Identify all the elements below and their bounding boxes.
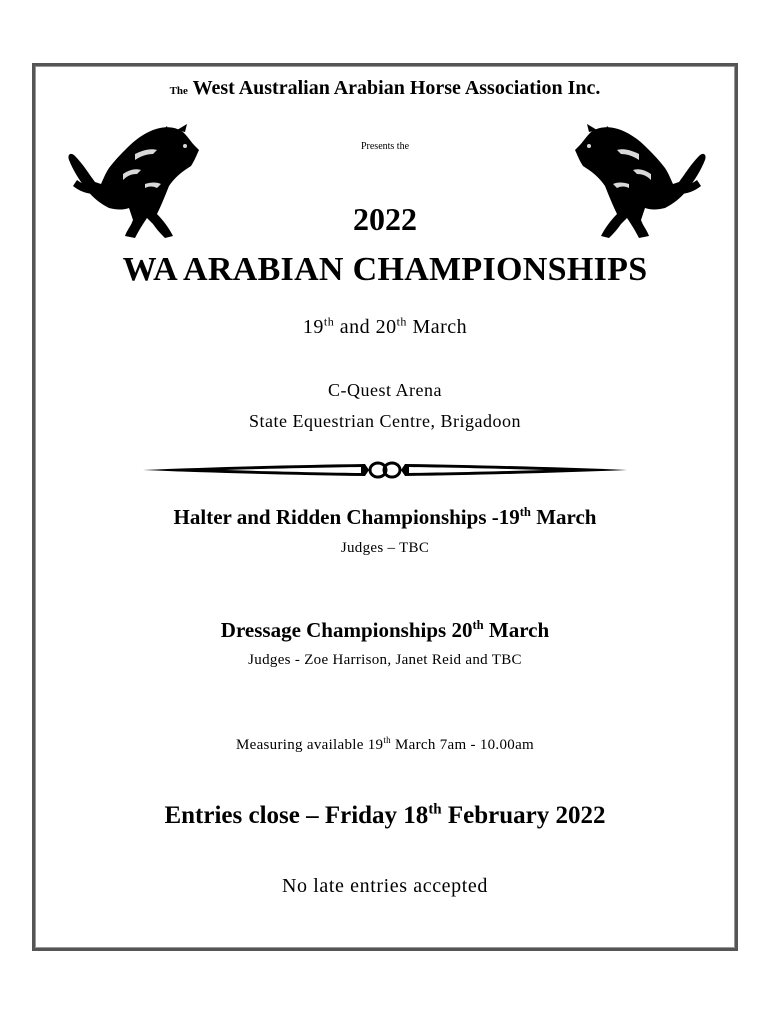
entries-close — [35, 802, 735, 830]
flyer-border — [32, 63, 738, 951]
ornamental-divider — [35, 458, 735, 482]
dates-day1: 19 — [302, 316, 324, 338]
entries-close-text: Entries close – Friday 18 — [164, 802, 429, 829]
entries-close-date: February 2022 — [441, 802, 606, 829]
venue-centre: State Equestrian Centre, Brigadoon — [249, 411, 521, 431]
late-entries-note: No late entries accepted — [282, 875, 488, 897]
presents-text: Presents the — [360, 141, 410, 152]
measuring-time: March 7am - 10.00am — [390, 737, 535, 753]
dressage-heading-text: Dressage Championships 20 — [220, 618, 473, 642]
halter-judges: Judges – TBC — [340, 540, 430, 556]
dates-month: March — [406, 316, 468, 338]
organisation-name: West Australian Arabian Horse Association Inc. — [192, 77, 601, 99]
measuring-sup: th — [383, 735, 391, 745]
halter-heading-sup: th — [519, 505, 531, 519]
dressage-heading-month: March — [483, 618, 550, 642]
event-year: 2022 — [353, 201, 417, 237]
dates-sup1: th — [323, 314, 335, 329]
organisation-heading — [35, 77, 735, 100]
event-title: WA ARABIAN CHAMPIONSHIPS — [122, 251, 648, 288]
dressage-judges: Judges - Zoe Harrison, Janet Reid and TBC — [248, 652, 522, 668]
halter-heading-text: Halter and Ridden Championships -19 — [173, 505, 520, 529]
measuring-note — [35, 737, 735, 754]
dates-sup2: th — [396, 314, 407, 329]
dressage-heading — [35, 618, 735, 643]
dates-day2: and 20 — [334, 316, 397, 338]
dressage-heading-sup: th — [472, 618, 484, 632]
the-prefix: The — [169, 85, 188, 97]
halter-heading-month: March — [530, 505, 597, 529]
event-dates — [35, 316, 735, 339]
venue-arena: C-Quest Arena — [328, 380, 442, 400]
entries-close-sup: th — [428, 801, 442, 818]
halter-heading — [35, 505, 735, 530]
measuring-text: Measuring available 19 — [235, 737, 384, 753]
